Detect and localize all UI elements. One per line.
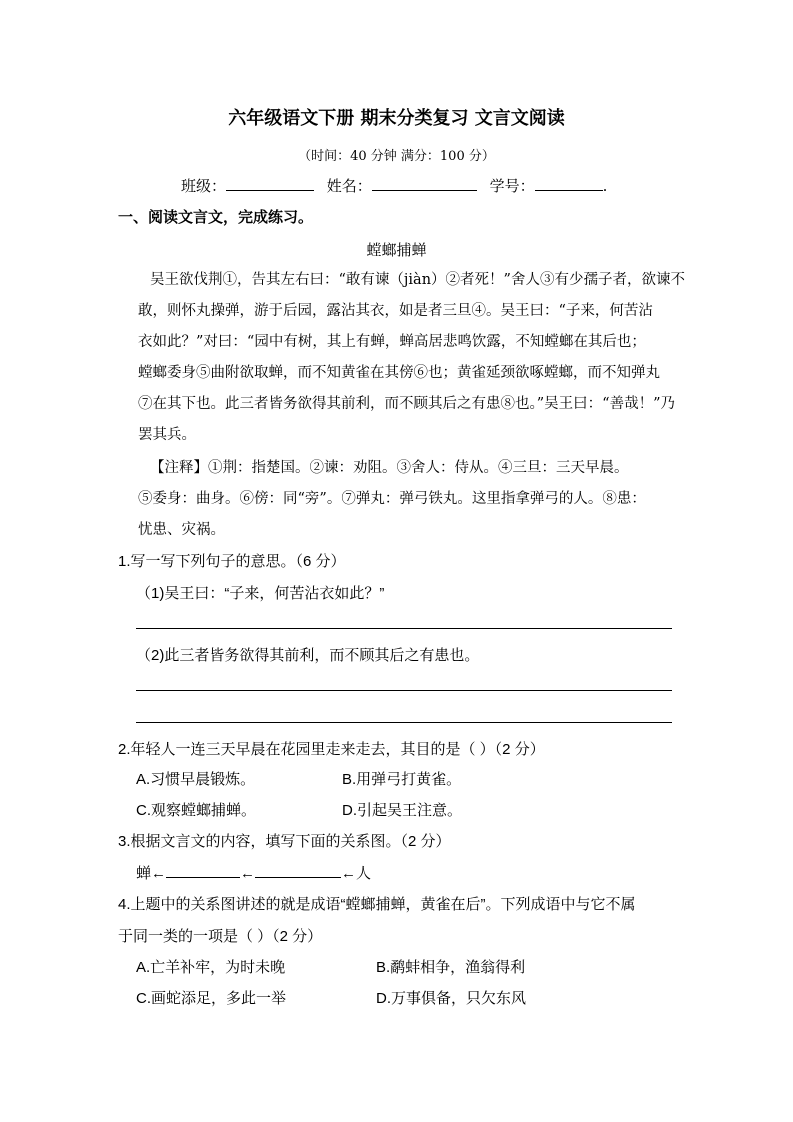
chain-blank-2[interactable]: [255, 863, 341, 878]
question-1: 1.写一写下列句子的意思。（6 分）: [118, 553, 346, 570]
option-d[interactable]: D.万事俱备，只欠东风: [376, 990, 527, 1007]
passage-line: 敢，则怀丸操弹，游于后园，露沾其衣，如是者三旦④。吴王曰：“子来，何苦沾: [138, 303, 653, 319]
class-field[interactable]: [226, 176, 314, 191]
question-4: 4.上题中的关系图讲述的就是成语“螳螂捕蝉，黄雀在后”。下列成语中与它不属: [118, 896, 636, 913]
name-label: 姓名：: [326, 177, 372, 195]
notes-line: ⑤委身：曲身。⑥傍：同“旁”。⑦弹丸：弹弓铁丸。这里指拿弹弓的人。⑧患：: [138, 491, 646, 507]
relation-chain: [136, 862, 371, 883]
passage-title: 螳螂捕蝉: [366, 241, 427, 259]
option-c[interactable]: C.画蛇添足，多此一举: [136, 990, 287, 1007]
option-a[interactable]: A.习惯早晨锻炼。: [136, 771, 256, 788]
question-3: 3.根据文言文的内容，填写下面的关系图。（2 分）: [118, 833, 451, 850]
id-field[interactable]: [535, 176, 603, 191]
option-b[interactable]: B.鹬蚌相争，渔翁得利: [376, 959, 526, 976]
chain-end: ←人: [341, 865, 372, 882]
answer-line[interactable]: [136, 628, 672, 629]
chain-arrow: ←: [240, 865, 256, 882]
passage-line: 螳螂委身⑤曲附欲取蝉，而不知黄雀在其傍⑥也；黄雀延颈欲啄螳螂，而不知弹丸: [138, 365, 660, 381]
question-1-sub-2: （2)此三者皆务欲得其前利，而不顾其后之有患也。: [136, 647, 480, 664]
question-1-sub-1: （1)吴王曰：“子来，何苦沾衣如此？”: [136, 585, 385, 602]
question-4-cont: 于同一类的一项是（ ）（2 分）: [118, 928, 323, 945]
chain-blank-1[interactable]: [166, 863, 240, 878]
passage-line: 罢其兵。: [138, 427, 196, 443]
info-end: .: [602, 177, 608, 195]
option-b[interactable]: B.用弹弓打黄雀。: [342, 771, 462, 788]
chain-start: 蝉←: [136, 865, 167, 882]
answer-line[interactable]: [136, 722, 672, 723]
exam-info: （时间：40 分钟 满分：100 分）: [298, 149, 495, 164]
option-a[interactable]: A.亡羊补牢，为时未晚: [136, 959, 286, 976]
id-label: 学号：: [489, 177, 535, 195]
passage-line: 吴王欲伐荆①，告其左右曰：“敢有谏（jiàn）②者死！”舍人③有少孺子者，欲谏不: [150, 272, 685, 288]
page-title: 六年级语文下册 期末分类复习 文言文阅读: [228, 108, 565, 129]
notes-line: 忧患、灾祸。: [138, 522, 225, 538]
passage-line: ⑦在其下也。此三者皆务欲得其前利，而不顾其后之有患⑧也。”吴王曰：“善哉！”乃: [138, 396, 675, 412]
notes-line: 【注释】①荆：指楚国。②谏：劝阻。③舍人：侍从。④三旦：三天早晨。: [150, 460, 629, 476]
class-label: 班级：: [181, 177, 227, 195]
name-field[interactable]: [372, 176, 477, 191]
section-heading: 一、阅读文言文，完成练习。: [118, 208, 314, 226]
answer-line[interactable]: [136, 690, 672, 691]
student-info-row: [181, 175, 607, 196]
passage-line: 衣如此？”对曰：“园中有树，其上有蝉，蝉高居悲鸣饮露，不知螳螂在其后也；: [138, 334, 646, 350]
option-d[interactable]: D.引起吴王注意。: [342, 802, 463, 819]
option-c[interactable]: C.观察螳螂捕蝉。: [136, 802, 257, 819]
question-2: 2.年轻人一连三天早晨在花园里走来走去，其目的是（ ）（2 分）: [118, 741, 545, 758]
